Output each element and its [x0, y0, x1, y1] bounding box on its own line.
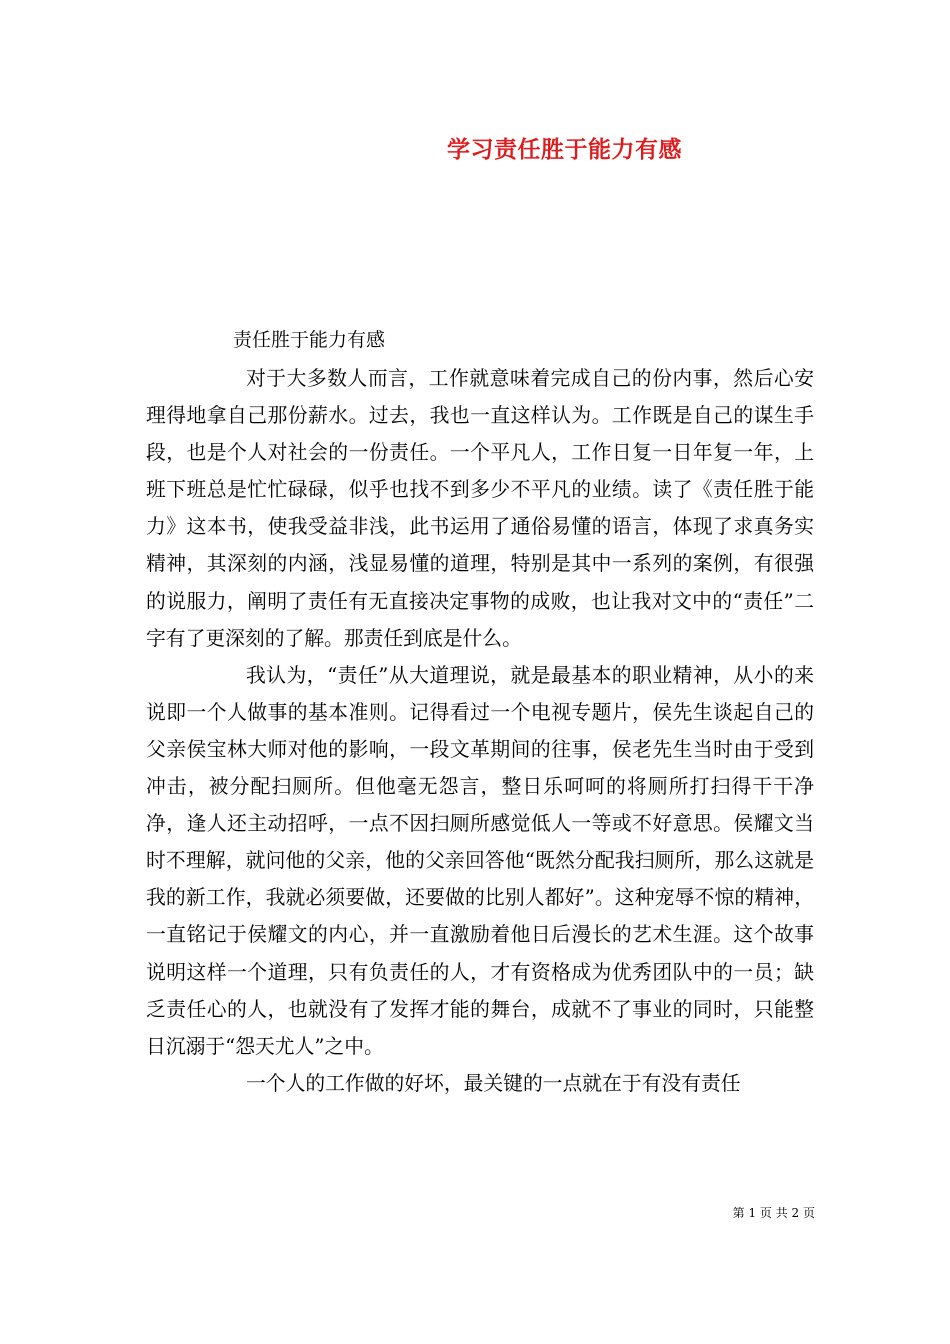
paragraph-3: 一个人的工作做的好坏，最关键的一点就在于有没有责任: [246, 1071, 741, 1095]
paragraph-2: 我认为，“责任”从大道理说，就是最基本的职业精神，从小的来说即一个人做事的基本准则。记得看过一个电视专题片，侯先生谈起自己的父亲侯宝林大师对他的影响，一段文革期间的往事，侯老先生当时由于受到冲击，被分配扫厕所。但他毫无怨言，整日乐呵呵的将厕所打扫得干干净净，逢人还主动招呼，一点不因扫厕所感觉低人一等或不好意思。侯耀文当时不理解，就问他的父亲，他的父亲回答他“既然分配我扫厕所，那么这就是我的新工作，我就必须要做，还要做的比别人都好”。这种宠辱不惊的精神，一直铭记于侯耀文的内心，并一直激励着他日后漫长的艺术生涯。这个故事说明这样一个道理，只有负责任的人，才有资格成为优秀团队中的一员；缺乏责任心的人，也就没有了发挥才能的舞台，成就不了事业的同时，只能整日沉溺于“怨天尤人”之中。: [146, 663, 814, 1058]
article-body: [146, 360, 814, 1102]
paragraph-1: 对于大多数人而言，工作就意味着完成自己的份内事，然后心安理得地拿自己那份薪水。过去，我也一直这样认为。工作既是自己的谋生手段，也是个人对社会的一份责任。一个平凡人，工作日复一日年复一年，上班下班总是忙忙碌碌，似乎也找不到多少不平凡的业绩。读了《责任胜于能力》这本书，使我受益非浅，此书运用了通俗易懂的语言，体现了求真务实精神，其深刻的内涵，浅显易懂的道理，特别是其中一系列的案例，有很强的说服力，阐明了责任有无直接决定事物的成败，也让我对文中的“责任”二字有了更深刻的了解。那责任到底是什么。: [146, 367, 814, 650]
document-title: 学习责任胜于能力有感: [447, 136, 682, 163]
article-subtitle: 责任胜于能力有感: [233, 329, 386, 351]
page-number-footer: 第 1 页 共 2 页: [732, 1206, 815, 1220]
